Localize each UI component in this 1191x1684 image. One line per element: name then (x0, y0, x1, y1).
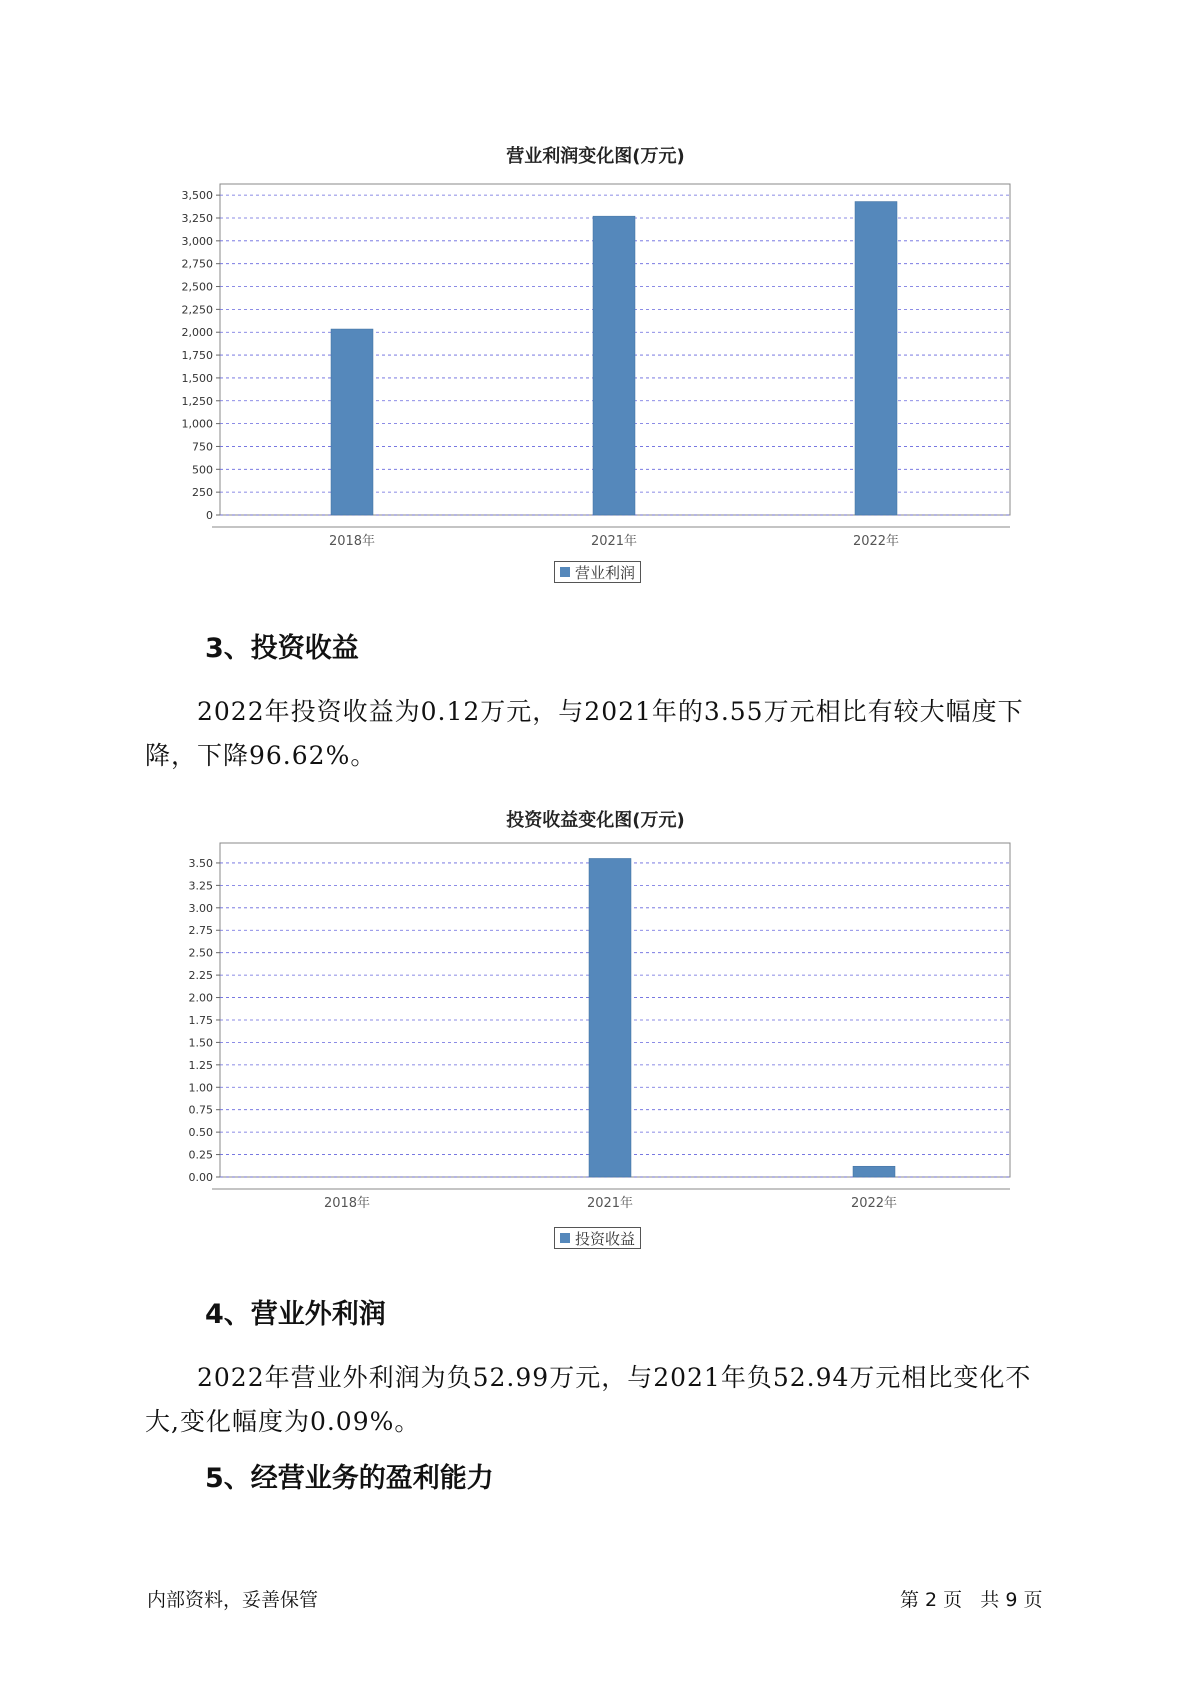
y-tick-label: 2.00 (188, 991, 213, 1005)
section-heading-investment-income: 3、投资收益 (205, 633, 359, 664)
legend-label: 投资收益 (575, 1229, 636, 1248)
section-heading-profitability: 5、经营业务的盈利能力 (205, 1463, 494, 1494)
paragraph-line: 2022年营业外利润为负52.99万元，与2021年负52.94万元相比变化不 (197, 1363, 1032, 1392)
x-tick-label: 2021年 (586, 1196, 634, 1211)
y-tick-label: 1,250 (181, 394, 213, 408)
y-tick-label: 1.50 (188, 1036, 213, 1050)
y-tick-label: 2,500 (181, 280, 213, 294)
paragraph-line: 大,变化幅度为0.09%。 (145, 1407, 421, 1436)
y-tick-label: 0.75 (188, 1103, 213, 1117)
bar-2021年 (589, 858, 631, 1177)
paragraph-line: 降，下降96.62%。 (145, 741, 377, 770)
legend-investment-income (554, 1227, 641, 1249)
paragraph-line: 2022年投资收益为0.12万元，与2021年的3.55万元相比有较大幅度下 (197, 697, 1024, 726)
y-tick-label: 2,000 (181, 326, 213, 340)
legend-label: 营业利润 (575, 563, 636, 582)
y-tick-label: 0 (206, 509, 213, 522)
x-tick-label: 2022年 (852, 534, 900, 549)
y-tick-label: 3.00 (188, 901, 213, 915)
y-tick-label: 2.50 (188, 946, 213, 960)
y-tick-label: 3,250 (181, 211, 213, 225)
y-tick-label: 1,750 (181, 349, 213, 363)
y-tick-label: 1.00 (188, 1081, 213, 1095)
paragraph-non-operating-profit (145, 1356, 1045, 1444)
y-tick-label: 3.25 (188, 879, 213, 893)
y-tick-label: 1.25 (188, 1058, 213, 1072)
y-tick-label: 3,500 (181, 189, 213, 203)
footer-confidential-note: 内部资料，妥善保管 (147, 1589, 319, 1611)
y-tick-label: 0.25 (188, 1148, 213, 1162)
x-tick-label: 2018年 (323, 1196, 371, 1211)
y-tick-label: 3,000 (181, 234, 213, 248)
footer-page-number: 第 2 页 共 9 页 (900, 1589, 1043, 1611)
chart-title-operating-profit: 营业利润变化图(万元) (506, 146, 685, 167)
y-tick-label: 750 (192, 440, 213, 454)
y-tick-label: 3.50 (188, 856, 213, 870)
x-tick-label: 2018年 (328, 534, 376, 549)
y-tick-label: 0.00 (188, 1171, 213, 1184)
y-tick-label: 500 (192, 463, 213, 477)
y-tick-label: 0.50 (188, 1126, 213, 1140)
y-tick-label: 2,250 (181, 303, 213, 317)
y-tick-label: 2.25 (188, 969, 213, 983)
y-tick-label: 1,500 (181, 371, 213, 385)
y-tick-label: 1.75 (188, 1013, 213, 1027)
legend-swatch (560, 1233, 570, 1243)
y-tick-label: 2,750 (181, 257, 213, 271)
x-tick-label: 2022年 (850, 1196, 898, 1211)
y-tick-label: 2.75 (188, 924, 213, 938)
section-heading-non-operating-profit: 4、营业外利润 (205, 1299, 386, 1330)
chart-title-investment-income: 投资收益变化图(万元) (506, 810, 685, 831)
x-tick-label: 2021年 (590, 534, 638, 549)
y-tick-label: 250 (192, 486, 213, 500)
y-tick-label: 1,000 (181, 417, 213, 431)
bar-2022年 (853, 1166, 895, 1177)
